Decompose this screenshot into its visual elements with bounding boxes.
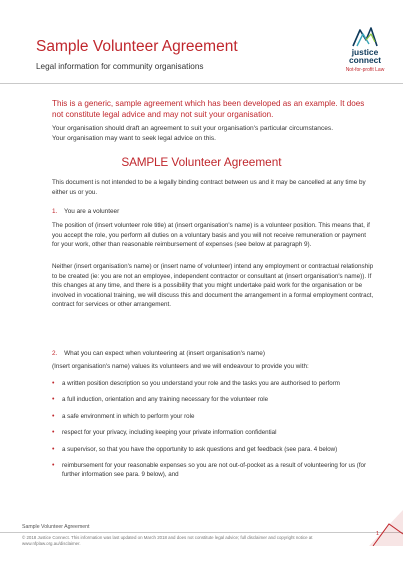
list-item-text: a written position description so you understand your role and the tasks you are authorised to perform [62, 380, 340, 387]
list-item-text: a full induction, orientation and any training necessary for the volunteer role [62, 396, 269, 404]
agreement-title-rest: Volunteer Agreement [171, 155, 282, 169]
intro-note: Your organisation should draft an agreement to suit your organisation's particular circumstances. [52, 125, 334, 132]
corner-triangle-icon [363, 510, 403, 546]
disclaimer-text: This is a generic, sample agreement which has been developed as an example. It does not constitute legal advice and may not suit your organisation. [52, 99, 365, 119]
list-item-text: a safe environment in which to perform your role [62, 412, 195, 420]
justice-connect-logo [340, 26, 390, 78]
section-1-heading [52, 208, 374, 215]
logo-word-connect: connect [348, 55, 382, 65]
list-item [52, 379, 374, 388]
footer-label: Sample Volunteer Agreement [22, 524, 90, 530]
bullet-icon: • [52, 396, 55, 404]
intro-note: Your organisation may want to seek legal advice on this. [52, 134, 216, 142]
page-number: 1 [376, 531, 379, 537]
document-footer [0, 524, 403, 570]
section-2-heading [52, 350, 374, 357]
list-item [52, 445, 374, 454]
document-header [0, 0, 403, 84]
bullet-icon: • [52, 462, 55, 470]
list-item [52, 428, 374, 437]
list-item [52, 461, 374, 480]
provisions-list [52, 379, 374, 480]
document-subtitle: Legal information for community organisations [36, 62, 204, 71]
document-title: Sample Volunteer Agreement [36, 38, 238, 55]
bullet-icon: • [52, 380, 55, 387]
footer-copyright: © 2018 Justice Connect. This information was last updated on March 2018 and does not constitute legal advice; full disclaimer and copyright notice at www.nfplaw.org.au/disclaimer. [22, 535, 313, 546]
section-number: 2. [52, 350, 58, 357]
list-item [52, 395, 374, 404]
list-item [52, 412, 374, 421]
intro-notes [52, 124, 372, 143]
section-heading-text: What you can expect when volunteering at (insert organisation's name) [64, 350, 265, 357]
bullet-icon: • [52, 429, 55, 437]
list-item-text: reimbursement for your reasonable expenses so you are not out-of-pocket as a result of volunteering for us (for further information see para. 9 below), and [62, 462, 367, 479]
agreement-title-caps: SAMPLE [121, 155, 169, 169]
logo-word-justice: justice [351, 47, 379, 57]
agreement-intro-paragraph: This document is not intended to be a legally binding contract between us and it may be cancelled at any time by either us or you. [52, 179, 366, 196]
agreement-title [0, 155, 403, 169]
logo-mark-icon [352, 26, 378, 48]
bullet-icon: • [52, 412, 55, 420]
list-item-text: a supervisor, so that you have the opportunity to ask questions and get feedback (see para. 4 below) [62, 445, 338, 453]
section-2-paragraph-1: (Insert organisation's name) values its volunteers and we will endeavour to provide you with: [52, 363, 309, 370]
logo-tagline: Not-for-profit Law [345, 67, 385, 73]
logo-wordmark [340, 48, 390, 64]
section-heading-text: You are a volunteer [64, 208, 120, 215]
footer-divider [0, 532, 403, 533]
section-1-paragraph-1: The position of (insert volunteer role title) at (insert organisation's name) is a volunteer position. This means that, if you accept the role, you perform all duties on a voluntary basis and you will not receive remuneration or payment for your work, other than reasonable reimbursement of expenses (see below at paragraph 9). [52, 222, 370, 249]
list-item-text: respect for your privacy, including keeping your private information confidential [62, 429, 277, 437]
section-number: 1. [52, 208, 58, 215]
bullet-icon: • [52, 445, 55, 453]
section-1-paragraph-2: Neither (insert organisation's name) or (insert name of volunteer) intend any employment or contractual relationship to be created (ie: you are not an employee, independent contractor or consultant at (insert organisation's name)). If this changes at any time, and there is a possibility that you might undertake paid work for the organisation or be involved in vocational training, we will discuss this and document the arrangement in a formal employment contract, contract for services or other arrangement. [52, 263, 374, 309]
